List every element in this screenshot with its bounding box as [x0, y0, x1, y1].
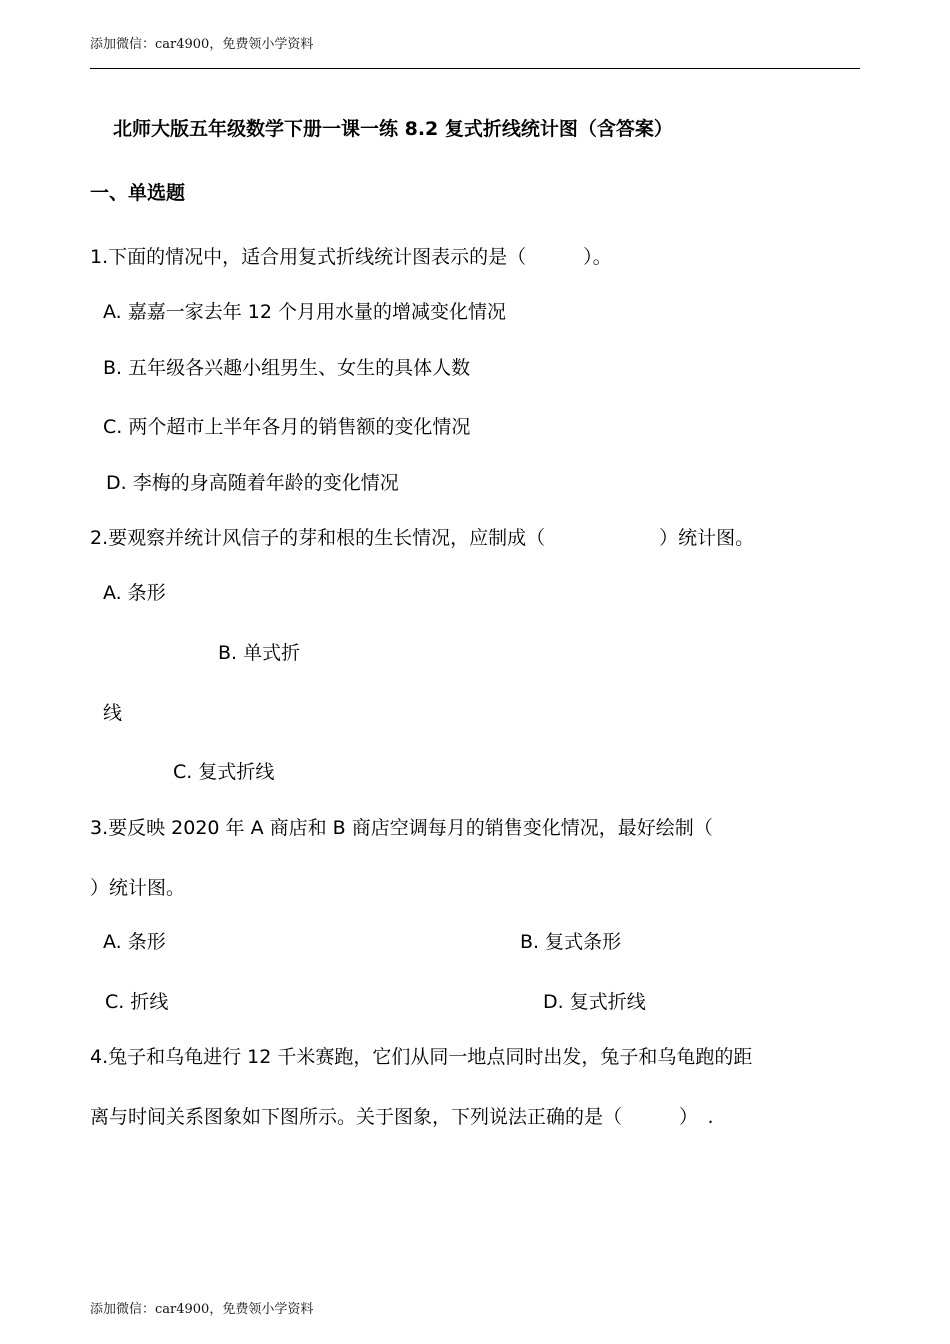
question-3-option-d[interactable]: D. 复式折线 — [543, 991, 646, 1013]
header-divider — [90, 68, 860, 69]
question-2-option-a[interactable]: A. 条形 — [103, 582, 166, 604]
question-1-option-b[interactable]: B. 五年级各兴趣小组男生、女生的具体人数 — [103, 357, 471, 379]
page-header: 添加微信：car4900，免费领小学资料 — [90, 37, 314, 52]
question-4-stem-continued: 离与时间关系图象如下图所示。关于图象，下列说法正确的是（ ） . — [90, 1106, 714, 1128]
section-title: 一、单选题 — [90, 182, 186, 204]
question-3-stem-continued: ）统计图。 — [90, 877, 186, 899]
question-3-option-b[interactable]: B. 复式条形 — [520, 931, 622, 953]
document-title: 北师大版五年级数学下册一课一练 8.2 复式折线统计图（含答案） — [113, 118, 673, 140]
question-1-option-d[interactable]: D. 李梅的身高随着年龄的变化情况 — [106, 472, 399, 494]
question-1-option-c[interactable]: C. 两个超市上半年各月的销售额的变化情况 — [103, 416, 471, 438]
question-2-option-c[interactable]: C. 复式折线 — [173, 761, 275, 783]
question-2-option-b[interactable]: B. 单式折 — [218, 642, 301, 664]
question-4-stem: 4.兔子和乌龟进行 12 千米赛跑，它们从同一地点同时出发，兔子和乌龟跑的距 — [90, 1046, 753, 1068]
question-3-stem: 3.要反映 2020 年 A 商店和 B 商店空调每月的销售变化情况，最好绘制（ — [90, 817, 713, 839]
page-footer: 添加微信：car4900，免费领小学资料 — [90, 1302, 314, 1317]
question-2-stem: 2.要观察并统计风信子的芽和根的生长情况，应制成（ ）统计图。 — [90, 527, 755, 549]
question-1-stem: 1.下面的情况中，适合用复式折线统计图表示的是（ ）。 — [90, 246, 612, 268]
question-3-option-a[interactable]: A. 条形 — [103, 931, 166, 953]
question-3-option-c[interactable]: C. 折线 — [105, 991, 169, 1013]
question-2-option-b-wrap: 线 — [103, 702, 123, 724]
question-1-option-a[interactable]: A. 嘉嘉一家去年 12 个月用水量的增减变化情况 — [103, 301, 506, 323]
